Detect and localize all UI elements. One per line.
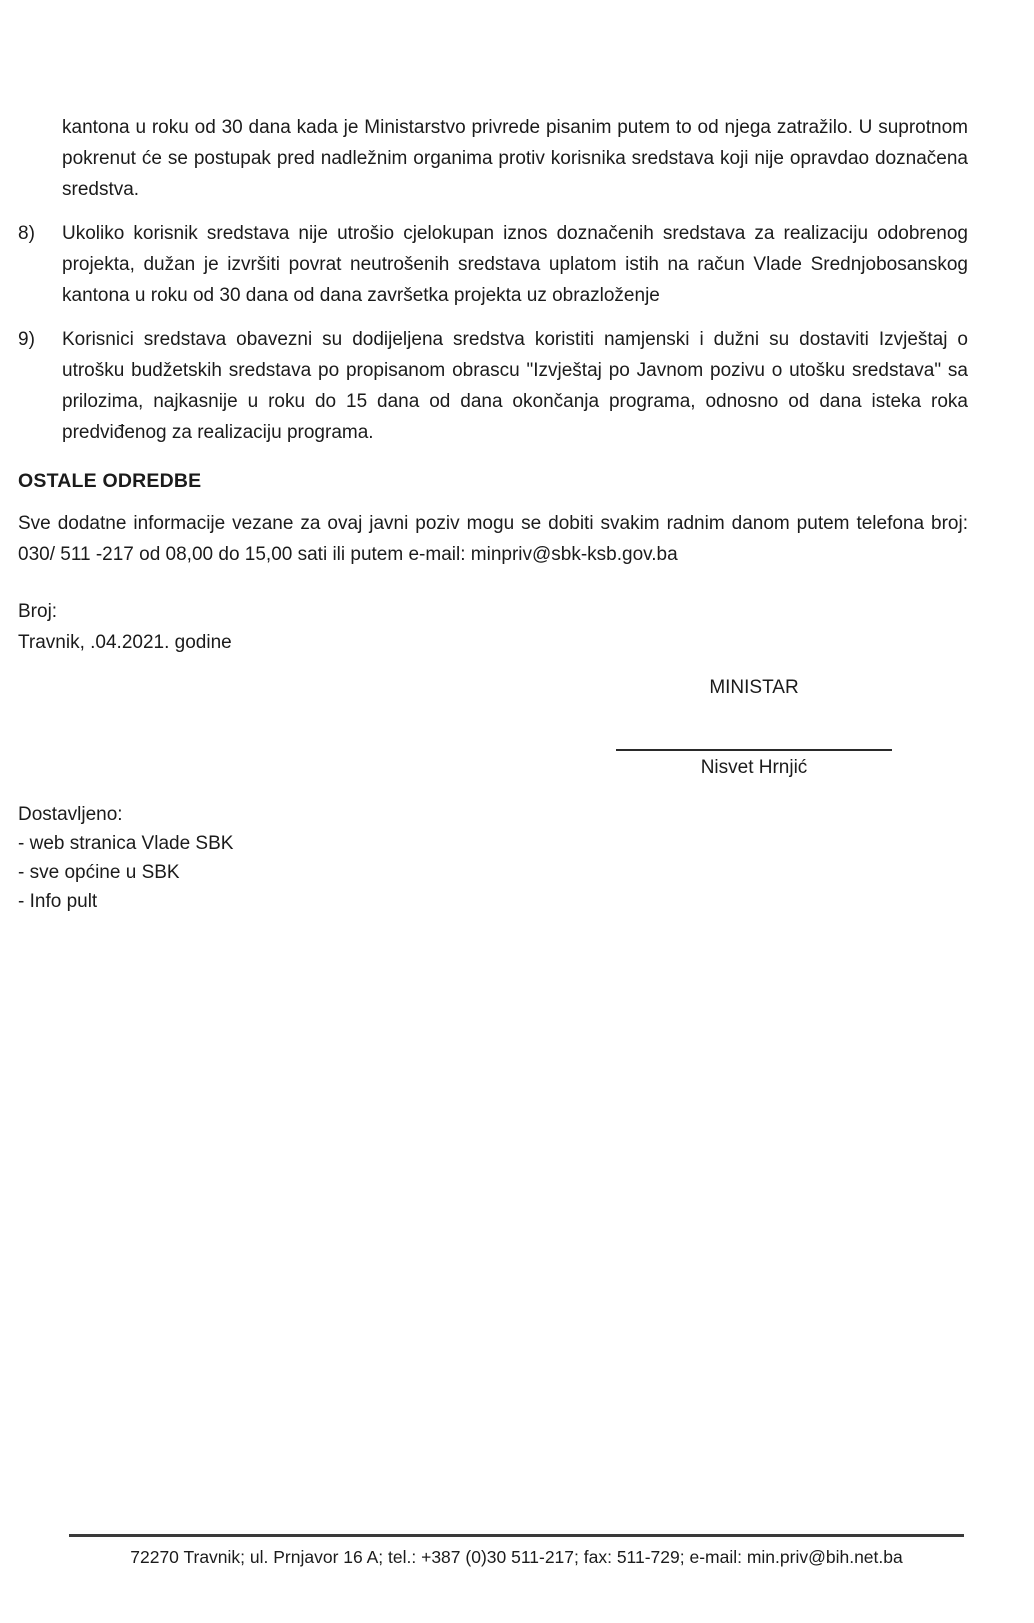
contact-info-paragraph: Sve dodatne informacije vezane za ovaj javni poziv mogu se dobiti svakim radnim danom putem telefona broj: 030/ 511 -217 od 08,00 do 15,00 sati ili putem e-mail: minpriv@sbk-ksb.gov.ba <box>18 513 968 565</box>
page-footer <box>69 1534 964 1573</box>
reference-block <box>18 596 968 658</box>
item-text: Korisnici sredstava obavezni su dodijeljena sredstva koristiti namjenski i dužni su dostaviti Izvještaj o utrošku budžetskih sredstava po propisanom obrascu "Izvještaj po Javnom pozivu o utošku sredstava" sa prilozima, najkasnije u roku do 15 dana od dana okončanja programa, odnosno od dana isteka roka predviđenog za realizaciju programa. <box>62 329 968 443</box>
distribution-block <box>18 800 968 916</box>
signature-block <box>616 672 892 783</box>
signature-name: Nisvet Hrnjić <box>700 757 808 778</box>
section-heading-ostale-odredbe: OSTALE ODREDBE <box>18 470 202 492</box>
signature-title: MINISTAR <box>709 677 799 698</box>
numbered-item-9 <box>18 324 968 448</box>
continuation-paragraph: kantona u roku od 30 dana kada je Ministarstvo privrede pisanim putem to od njega zatražilo. U suprotnom pokrenut će se postupak pred nadležnim organima protiv korisnika sredstava koji nije opravdao doznačena sredstva. <box>62 117 968 200</box>
item-text: Ukoliko korisnik sredstava nije utrošio cjelokupan iznos doznačenih sredstava za realizaciju odobrenog projekta, dužan je izvršiti povrat neutrošenih sredstava uplatom istih na račun Vlade Srednjobosanskog kantona u roku od 30 dana od dana završetka projekta uz obrazloženje <box>62 223 968 306</box>
distribution-item: - Info pult <box>18 891 98 912</box>
distribution-item: - web stranica Vlade SBK <box>18 833 234 854</box>
signature-line <box>616 703 892 751</box>
footer-contact-text: 72270 Travnik; ul. Prnjavor 16 A; tel.: +387 (0)30 511-217; fax: 511-729; e-mail: min.priv@bih.net.ba <box>130 1547 903 1567</box>
distribution-item: - sve općine u SBK <box>18 862 180 883</box>
item-number: 8) <box>18 223 35 244</box>
reference-place-date: Travnik, .04.2021. godine <box>18 632 232 653</box>
reference-number-label: Broj: <box>18 601 58 622</box>
distribution-label: Dostavljeno: <box>18 804 123 825</box>
item-number: 9) <box>18 329 35 350</box>
document-body <box>18 112 968 916</box>
numbered-item-8 <box>18 218 968 311</box>
